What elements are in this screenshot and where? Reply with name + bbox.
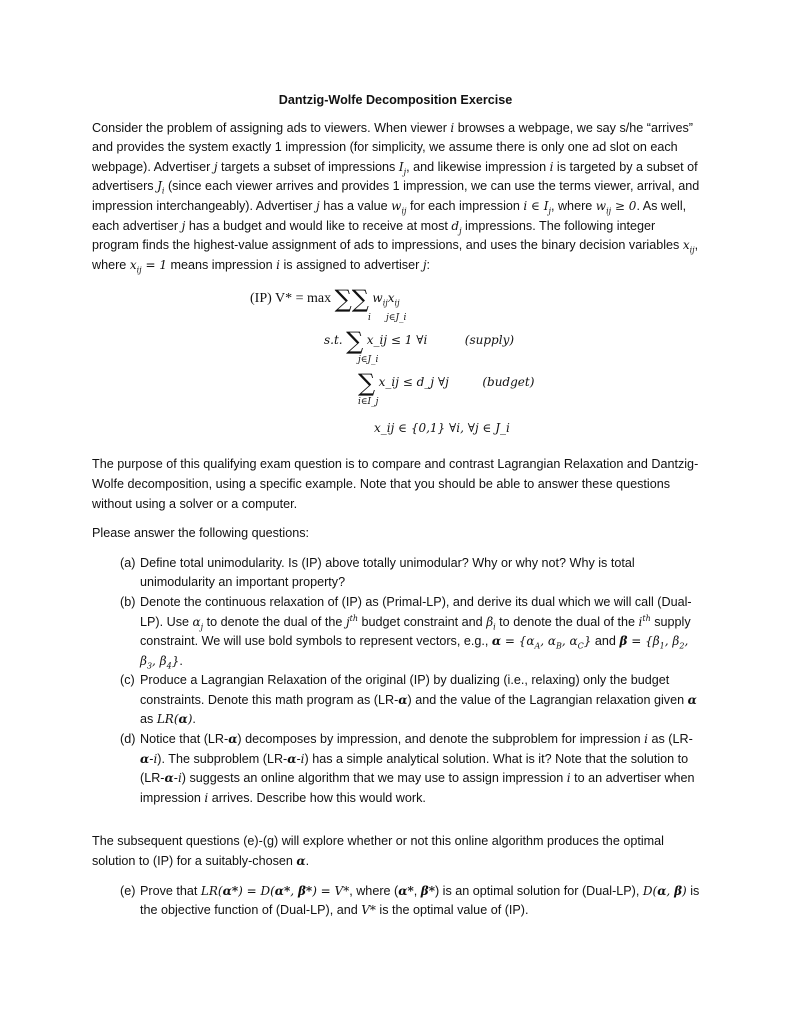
questions-list-2	[92, 882, 704, 921]
math-symbol: LR(	[156, 712, 179, 727]
math-symbol: $i^{th}$	[638, 613, 651, 629]
st-label: s.t.	[324, 333, 343, 348]
math-symbol: j	[422, 257, 427, 272]
supply-tag: (supply)	[464, 333, 515, 348]
math-symbol: α	[178, 712, 188, 727]
math-symbol: }	[583, 634, 592, 649]
math-symbol: D(	[642, 883, 658, 898]
math-symbol: = {$\alpha_A$	[501, 634, 541, 651]
math-symbol: β*	[297, 883, 313, 898]
spacer	[0, 818, 791, 832]
math-symbol: , $\beta_3$	[140, 634, 689, 671]
math-symbol: )	[187, 712, 193, 727]
math-symbol: $x_{ij}$	[682, 238, 695, 255]
math-symbol: ,	[290, 883, 298, 898]
budget-constraint: x_ij ≤ d_j ∀j	[378, 375, 449, 390]
objective-label: (IP) V* = max	[250, 291, 332, 307]
question-text: Define total unimodularity. Is (IP) above totally unimodular? Why or why not? Why is total unimodularity an important property?	[140, 555, 635, 590]
supply-row	[324, 327, 515, 356]
math-symbol: ,	[666, 883, 675, 898]
math-symbol: α*	[398, 883, 414, 898]
supply-constraint: x_ij ≤ 1 ∀i	[366, 333, 428, 348]
math-symbol: , $\alpha_C$	[561, 634, 584, 651]
question-text: Denote the continuous relaxation of (IP) as (Primal-LP), and derive its dual which we will call (Dual-LP). Use $\alpha_j$ to denote the dual of the $j^{th}$ budget constraint and $\beta_i$ to denote the dual of the $i^{th}$ supply constraint. We will use bold symbols to represent vectors, e.g., $\alpha = \{\alpha_A$, $\alpha_B$, $\alpha_C$} and $\beta = \{\beta_1$, $\beta_2$, $\beta_3$, $\beta_4$}.	[140, 594, 692, 671]
math-symbol: $I_j$	[398, 159, 407, 177]
math-symbol: LR(	[200, 883, 223, 898]
budget-row	[358, 369, 535, 398]
sum-symbol: ∑	[358, 369, 376, 398]
math-symbol: , $\beta_4$	[152, 653, 172, 671]
math-symbol: i	[450, 120, 455, 135]
question-item	[92, 730, 704, 808]
math-symbol: j	[316, 198, 320, 213]
intro-paragraph: Consider the problem of assigning ads to viewers. When viewer i browses a webpage, we say s/he “arrives” and provides the system exactly 1 impression (for simplicity, we assume there is only one ad slot on each webpage). Advertiser j targets a subset of impressions $I_j$, and likewise impression i is targeted by a subset of advertisers $J_i$ (since each viewer arrives and provides 1 impression, we can use the terms viewer, arrival, and impression interchangeably). Advertiser j has a value $w_{ij}$ for each impression i ∈ $I_j$, where $w_{ij} \ge 0$. As well, each advertiser j has a budget and would like to receive at most $d_j$ impressions. The following integer program finds the highest-value assignment of ads to impressions, and uses the binary decision variables $x_{ij}$, where $x_{ij} = 1$ means impression i is assigned to advertiser j:	[92, 120, 700, 275]
math-symbol: $w_{ij}$	[595, 198, 612, 216]
sum-index-i: i	[368, 313, 371, 324]
math-symbol: β*	[420, 883, 435, 898]
math-symbol: α	[296, 854, 306, 869]
question-item	[92, 554, 704, 593]
math-symbol: α*	[222, 883, 239, 898]
question-label: (d)	[120, 732, 136, 747]
math-symbol: }	[171, 653, 180, 668]
math-symbol: , $\alpha_B$	[540, 634, 562, 651]
math-symbol: i	[204, 790, 209, 805]
math-symbol: $j^{th}$	[345, 613, 359, 629]
document-title: Dantzig-Wolfe Decomposition Exercise	[278, 93, 513, 107]
domain-constraint: x_ij ∈ {0,1} ∀i, ∀j ∈ J_i	[374, 421, 510, 436]
question-item	[92, 671, 704, 730]
math-symbol: α*	[274, 883, 291, 898]
question-label: (b)	[120, 594, 136, 609]
sum-symbol: ∑	[346, 327, 364, 356]
question-label: (a)	[120, 555, 136, 570]
math-symbol: $\beta_i$	[486, 614, 496, 631]
objective-row	[250, 285, 400, 314]
math-symbol: i	[566, 771, 571, 786]
math-symbol: , $\beta_2$	[664, 634, 685, 651]
math-symbol: $\alpha_j$	[192, 614, 204, 631]
objective-term: $w_{ij}x_{ij}$	[372, 291, 400, 308]
math-symbol: $J_i$	[157, 179, 165, 196]
math-symbol: ) = D(	[238, 883, 275, 898]
question-text: Prove that LR(α*) = D(α*, β*) = V*, where (α*, β*) is an optimal solution for (Dual-LP), D(α, β) is the objective function of (Dual-LP), and V* is the optimal value of (IP).	[140, 883, 700, 918]
math-symbol: $w_{ij}$	[391, 198, 407, 216]
math-symbol: α	[287, 751, 297, 766]
budget-tag: (budget)	[482, 375, 535, 390]
math-symbol: ≥ 0	[611, 198, 637, 213]
math-symbol: )	[682, 883, 687, 898]
math-symbol: α	[491, 634, 502, 649]
math-symbol: α	[228, 732, 238, 747]
sum-index-i: i∈I_j	[358, 397, 379, 408]
sum-symbol: ∑∑	[334, 285, 369, 314]
math-symbol: i ∈ $I_j$	[523, 198, 551, 216]
math-symbol: α	[657, 883, 667, 898]
math-symbol: = 1	[141, 257, 167, 272]
math-symbol: β	[674, 883, 683, 898]
math-symbol: j	[181, 218, 186, 233]
math-symbol: i	[300, 751, 305, 766]
math-symbol: $d_j$	[451, 218, 462, 235]
purpose-paragraph: The purpose of this qualifying exam question is to compare and contrast Lagrangian Relaxation and Dantzig-Wolfe decomposition, using a specific example. Note that you should be able to answer these questions without using a solver or a computer.	[92, 457, 699, 511]
ip-formulation	[250, 285, 590, 449]
question-item	[92, 882, 704, 921]
math-symbol: $x_{ij}$	[129, 257, 142, 275]
sum-index-j: j∈J_i	[386, 313, 407, 324]
math-symbol: i	[644, 732, 648, 747]
math-symbol: j	[213, 159, 218, 174]
math-symbol: α	[398, 692, 408, 707]
math-symbol: V*	[361, 903, 376, 918]
question-item	[92, 593, 704, 671]
math-symbol: α	[687, 692, 697, 707]
math-symbol: i	[177, 771, 182, 786]
math-symbol: α	[140, 751, 150, 766]
math-symbol: ) = V*	[312, 883, 350, 898]
question-label: (c)	[120, 673, 135, 688]
instructions: Please answer the following questions:	[92, 526, 310, 541]
questions-list	[92, 554, 704, 809]
subsequent-paragraph: The subsequent questions (e)-(g) will explore whether or not this online algorithm produces the optimal solution to (IP) for a suitably-chosen α.	[92, 834, 664, 869]
math-symbol: i	[549, 159, 554, 174]
math-symbol: β	[619, 634, 628, 649]
math-symbol: i	[153, 751, 158, 766]
question-label: (e)	[120, 883, 136, 898]
question-text: Notice that (LR-α) decomposes by impression, and denote the subproblem for impression i as (LR-α-i). The subproblem (LR-α-i) has a simple analytical solution. What is it? Note that the solution to (LR-α-i) suggests an online algorithm that we may use to assign impression i to an advertiser when impression i arrives. Describe how this would work.	[140, 732, 695, 805]
math-symbol: i	[276, 257, 280, 272]
math-symbol: α	[164, 771, 174, 786]
question-text: Produce a Lagrangian Relaxation of the original (IP) by dualizing (i.e., relaxing) only the budget constraints. Denote this math program as (LR-α) and the value of the Lagrangian relaxation given α as LR(α).	[140, 673, 697, 727]
sum-index-j: j∈J_i	[358, 355, 379, 366]
math-symbol: = {$\beta_1$	[627, 634, 665, 651]
